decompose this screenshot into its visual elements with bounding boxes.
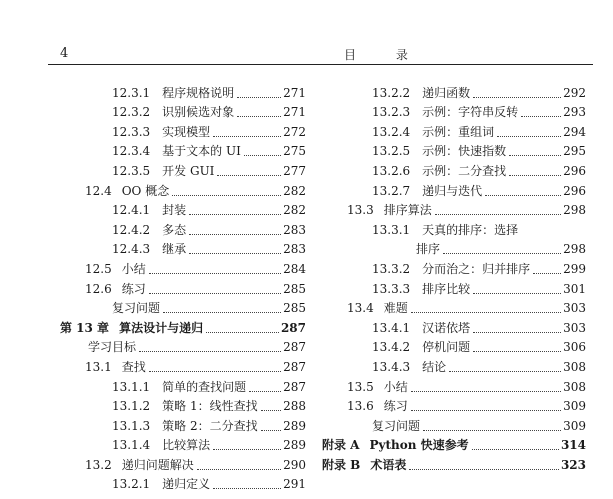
toc-entry (322, 396, 586, 416)
toc-entry (322, 219, 586, 239)
toc-entry (322, 102, 586, 122)
toc-entry (322, 376, 586, 396)
toc-entry-title: 示例：二分查找 (422, 163, 507, 178)
header-title: 目 录 (344, 48, 426, 62)
toc-entry-page: 287 (283, 359, 306, 374)
dot-leader (189, 234, 281, 235)
toc-entry-page: 298 (563, 242, 586, 257)
toc-entry-page: 289 (283, 418, 306, 433)
toc-entry-page: 296 (563, 183, 586, 198)
dot-leader (509, 155, 561, 156)
toc-entry-title: OO 概念 (121, 183, 170, 198)
dot-leader (509, 175, 561, 176)
toc-entry (322, 415, 586, 435)
toc-entry-title: 程序规格说明 (162, 85, 235, 100)
toc-entry-title: 小结 (383, 379, 408, 394)
toc-entry-page: 271 (283, 105, 306, 120)
toc-entry-page: 293 (563, 105, 586, 120)
toc-entry-number: 13.2.2 (372, 85, 411, 100)
toc-entry (60, 278, 306, 298)
toc-entry (60, 337, 306, 357)
toc-entry-page: 283 (283, 242, 306, 257)
dot-leader (149, 293, 281, 294)
toc-entry-number: 13.2.4 (372, 124, 411, 139)
toc-entry-number: 13.5 (347, 379, 374, 394)
toc-column-left (60, 82, 306, 493)
toc-entry-number: 12.3.5 (112, 163, 151, 178)
toc-entry-number: 附录 B (322, 457, 361, 472)
toc-entry (60, 102, 306, 122)
toc-entry-page: 303 (563, 301, 586, 316)
toc-entry-page: 285 (283, 301, 306, 316)
toc-entry-page: 295 (563, 144, 586, 159)
toc-entry-number: 12.6 (85, 281, 112, 296)
toc-entry-page: 303 (563, 320, 586, 335)
toc-entry-number: 13.2.3 (372, 105, 411, 120)
dot-leader (213, 136, 281, 137)
toc-entry-page: 287 (280, 320, 306, 335)
dot-leader (213, 449, 281, 450)
header-rule (48, 64, 593, 65)
dot-leader (261, 430, 281, 431)
toc-entry-page: 282 (283, 183, 306, 198)
toc-entry-page: 283 (283, 222, 306, 237)
dot-leader (139, 351, 281, 352)
toc-entry-page: 287 (283, 379, 306, 394)
toc-entry-page: 299 (563, 261, 586, 276)
toc-entry (322, 82, 586, 102)
toc-entry-page: 296 (563, 163, 586, 178)
toc-entry-title: 示例：快速指数 (422, 144, 507, 159)
toc-entry (60, 219, 306, 239)
toc-entry-page: 306 (563, 340, 586, 355)
toc-entry-title: 排序比较 (422, 281, 471, 296)
toc-entry-number: 13.2 (85, 457, 112, 472)
dot-leader (244, 155, 281, 156)
toc-entry-number: 12.4.1 (112, 203, 151, 218)
toc-entry (60, 82, 306, 102)
toc-entry-title: 简单的查找问题 (162, 379, 247, 394)
toc-entry-page: 282 (283, 203, 306, 218)
dot-leader (411, 312, 561, 313)
dot-leader (261, 410, 281, 411)
toc-entry-title: 排序算法 (383, 203, 432, 218)
toc-entry-title: 排序 (416, 242, 441, 257)
toc-entry (322, 180, 586, 200)
toc-entry-title: 小结 (121, 261, 146, 276)
toc-entry (322, 121, 586, 141)
toc-entry-title: 结论 (422, 359, 447, 374)
toc-entry (60, 356, 306, 376)
dot-leader (237, 97, 281, 98)
toc-entry-page: 294 (563, 124, 586, 139)
dot-leader (473, 332, 561, 333)
toc-entry-number: 12.4.3 (112, 242, 151, 257)
toc-entry-page: 291 (283, 477, 306, 492)
toc-entry (60, 160, 306, 180)
toc-entry (60, 396, 306, 416)
toc-entry-title: 天真的排序：选择 (422, 222, 519, 237)
toc-entry-page: 271 (283, 85, 306, 100)
toc-entry (60, 200, 306, 220)
toc-entry-page: 308 (563, 379, 586, 394)
toc-entry-page: 308 (563, 359, 586, 374)
toc-entry-number: 13.3 (347, 203, 374, 218)
toc-entry-title: 难题 (383, 301, 408, 316)
toc-entry (60, 376, 306, 396)
toc-entry-title: 汉诺依塔 (422, 320, 471, 335)
toc-entry (322, 200, 586, 220)
page-number: 4 (60, 46, 69, 61)
toc-entry-title: 算法设计与递归 (119, 320, 204, 335)
dot-leader (411, 391, 561, 392)
toc-entry-page: 285 (283, 281, 306, 296)
toc-entry (60, 258, 306, 278)
toc-entry-number: 13.3.1 (372, 222, 411, 237)
toc-entry-title: 练习 (121, 281, 146, 296)
dot-leader (473, 351, 561, 352)
dot-leader (423, 430, 561, 431)
dot-leader (472, 449, 559, 450)
dot-leader (435, 214, 561, 215)
toc-entry (60, 415, 306, 435)
dot-leader (443, 253, 561, 254)
toc-entry-title: 递归问题解决 (121, 457, 194, 472)
toc-entry-number: 12.4 (85, 183, 112, 198)
toc-entry-title: Python 快速参考 (369, 438, 469, 453)
toc-entry (60, 141, 306, 161)
toc-entry-page: 309 (563, 418, 586, 433)
toc-entry-page: 277 (283, 163, 306, 178)
toc-entry-page: 289 (283, 438, 306, 453)
toc-entry-title: 封装 (162, 203, 187, 218)
toc-entry-number: 13.2.1 (112, 477, 151, 492)
toc-entry-number: 13.4.3 (372, 359, 411, 374)
toc-entry-title: 复习问题 (372, 418, 421, 433)
toc-entry-page: 314 (560, 438, 586, 453)
toc-entry-title: 递归函数 (422, 85, 471, 100)
toc-entry-number: 12.4.2 (112, 222, 151, 237)
toc-entry-page: 309 (563, 399, 586, 414)
toc-entry-title: 多态 (162, 222, 187, 237)
dot-leader (149, 371, 281, 372)
toc-entry-number: 13.2.6 (372, 163, 411, 178)
dot-leader (533, 273, 561, 274)
toc-entry-title: 实现模型 (162, 124, 211, 139)
dot-leader (249, 391, 281, 392)
toc-entry-number: 第 13 章 (60, 320, 110, 335)
toc-entry-number: 12.5 (85, 261, 112, 276)
toc-entry (60, 239, 306, 259)
toc-entry-number: 13.1.2 (112, 399, 151, 414)
toc-entry-number: 13.2.7 (372, 183, 411, 198)
toc-entry-title: 继承 (162, 242, 187, 257)
toc-entry-number: 13.3.3 (372, 281, 411, 296)
toc-column-right (322, 82, 586, 474)
toc-entry-number: 13.4.2 (372, 340, 411, 355)
toc-entry (322, 454, 586, 474)
toc-entry-title: 比较算法 (162, 438, 211, 453)
toc-entry-title: 策略 1：线性查找 (162, 399, 258, 414)
toc-entry-title: 分而治之：归并排序 (422, 261, 531, 276)
toc-entry-page: 298 (563, 203, 586, 218)
dot-leader (206, 332, 279, 333)
dot-leader (497, 136, 561, 137)
dot-leader (217, 175, 281, 176)
toc-entry (60, 180, 306, 200)
toc-entry (60, 298, 306, 318)
toc-entry-title: 术语表 (370, 457, 407, 472)
dot-leader (473, 293, 561, 294)
dot-leader (172, 195, 281, 196)
toc-entry-page: 272 (283, 124, 306, 139)
toc-entry-page: 301 (563, 281, 586, 296)
toc-entry-number: 附录 A (322, 438, 360, 453)
toc-entry-page: 323 (560, 457, 586, 472)
toc-entry (322, 317, 586, 337)
dot-leader (237, 116, 281, 117)
dot-leader (473, 97, 561, 98)
toc-entry-title: 复习问题 (112, 301, 161, 316)
toc-entry-number: 12.3.1 (112, 85, 151, 100)
toc-entry-number: 12.3.3 (112, 124, 151, 139)
toc-entry-number: 13.1.4 (112, 438, 151, 453)
dot-leader (411, 410, 561, 411)
toc-entry-number: 13.1.3 (112, 418, 151, 433)
toc-entry-title: 停机问题 (422, 340, 471, 355)
dot-leader (189, 253, 281, 254)
dot-leader (485, 195, 561, 196)
toc-entry-title: 开发 GUI (162, 163, 215, 178)
dot-leader (197, 469, 281, 470)
toc-entry-page: 284 (283, 261, 306, 276)
dot-leader (149, 273, 281, 274)
toc-entry-title: 识别候选对象 (162, 105, 235, 120)
toc-entry (60, 121, 306, 141)
toc-entry-number: 13.6 (347, 399, 374, 414)
toc-entry (60, 474, 306, 494)
toc-entry (60, 317, 306, 337)
page-header (48, 46, 593, 66)
toc-entry (322, 160, 586, 180)
dot-leader (189, 214, 281, 215)
dot-leader (409, 469, 559, 470)
toc-entry-number: 13.4 (347, 301, 374, 316)
toc-entry-title: 示例：字符串反转 (422, 105, 519, 120)
toc-entry (322, 337, 586, 357)
toc-entry-number: 12.3.2 (112, 105, 151, 120)
toc-entry (322, 258, 586, 278)
toc-entry-title: 递归定义 (162, 477, 211, 492)
toc-entry-page: 287 (283, 340, 306, 355)
dot-leader (449, 371, 561, 372)
toc-entry-title: 基于文本的 UI (162, 144, 241, 159)
toc-entry (60, 435, 306, 455)
toc-entry-title: 学习目标 (88, 340, 137, 355)
toc-entry-title: 练习 (383, 399, 408, 414)
toc-entry (322, 356, 586, 376)
toc-entry-number: 13.4.1 (372, 320, 411, 335)
toc-entry (322, 141, 586, 161)
toc-entry-number: 13.1.1 (112, 379, 151, 394)
toc-entry (322, 298, 586, 318)
dot-leader (521, 116, 561, 117)
dot-leader (213, 488, 281, 489)
toc-entry (322, 435, 586, 455)
toc-entry-number: 12.3.4 (112, 144, 151, 159)
toc-entry-title: 查找 (121, 359, 146, 374)
toc-entry-title: 示例：重组词 (422, 124, 495, 139)
toc-entry-title: 递归与迭代 (422, 183, 483, 198)
toc-entry-number: 13.2.5 (372, 144, 411, 159)
toc-entry-number: 13.3.2 (372, 261, 411, 276)
toc-entry-number: 13.1 (85, 359, 112, 374)
toc-entry (60, 454, 306, 474)
toc-entry-page: 275 (283, 144, 306, 159)
toc-entry-page: 288 (283, 399, 306, 414)
toc-entry-title: 策略 2：二分查找 (162, 418, 258, 433)
toc-entry (322, 278, 586, 298)
toc-entry (322, 239, 586, 259)
dot-leader (163, 312, 281, 313)
toc-entry-page: 292 (563, 85, 586, 100)
toc-entry-page: 290 (283, 457, 306, 472)
